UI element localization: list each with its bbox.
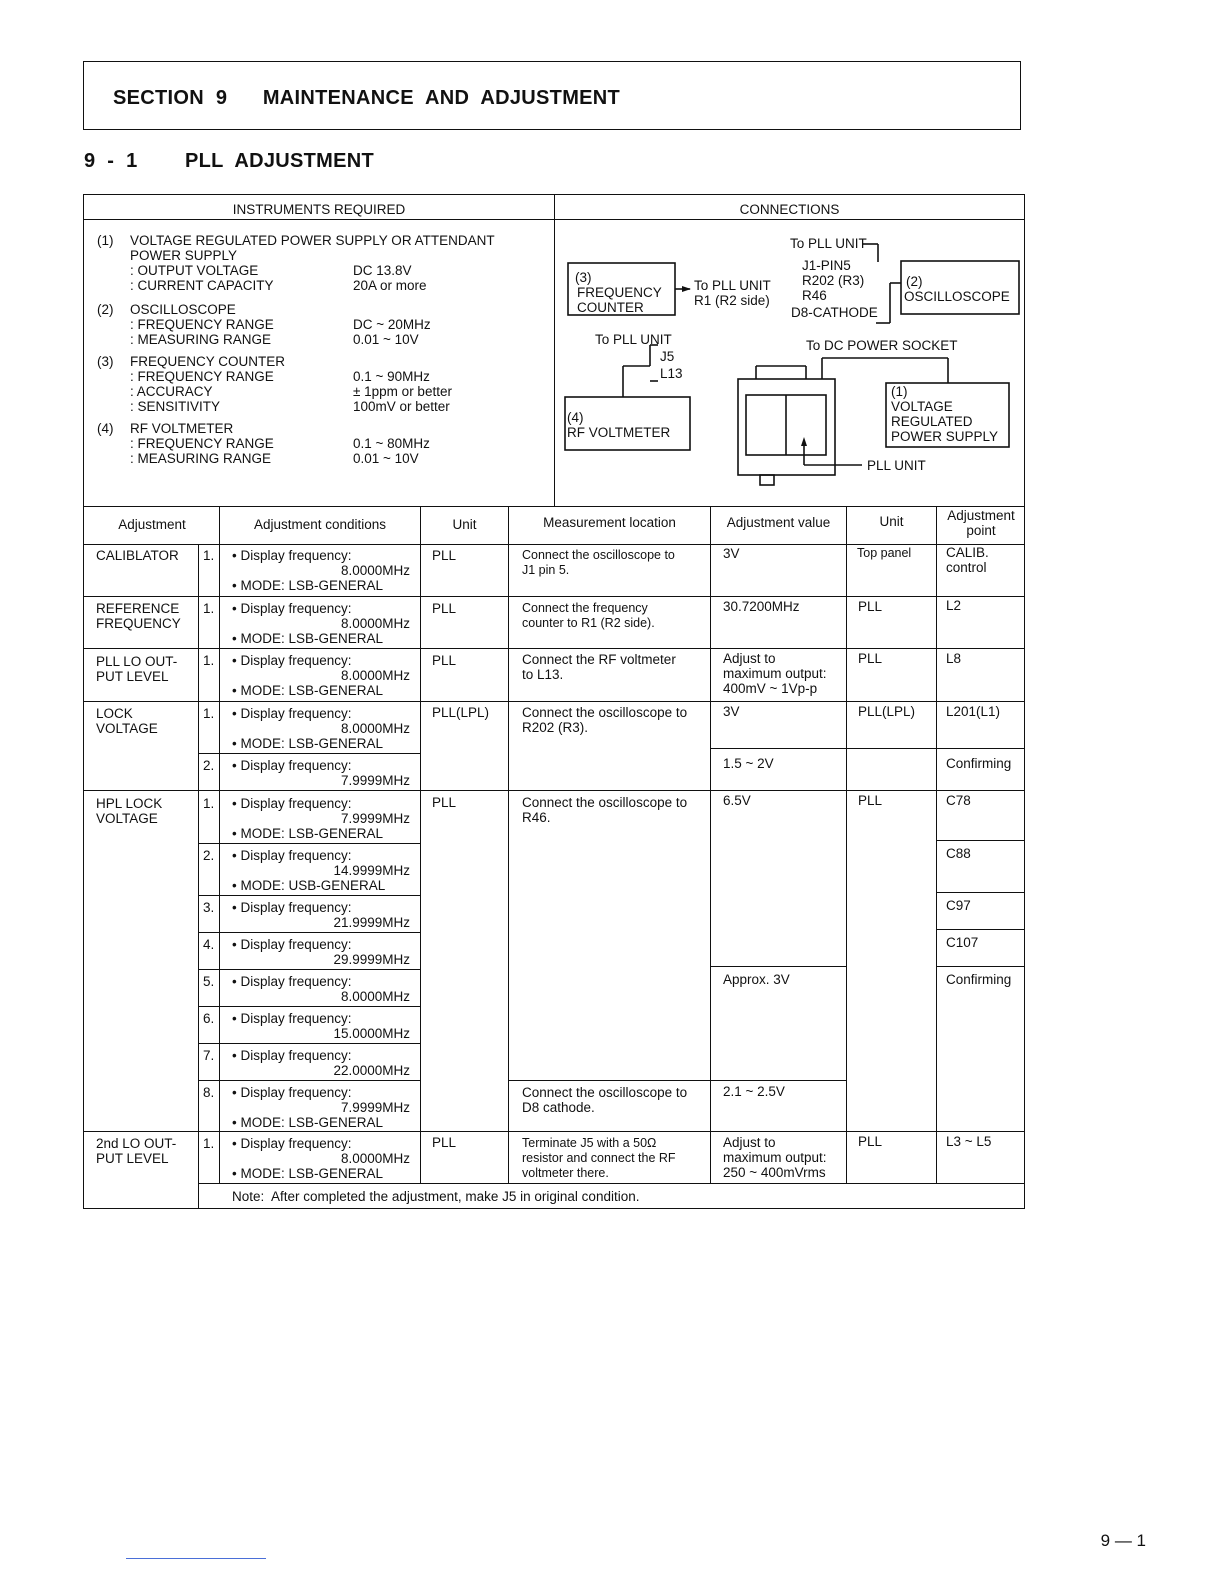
power-supply-label: VOLTAGE [891, 399, 953, 414]
instrument-4-spec-value: 0.1 ~ 80MHz [353, 436, 430, 451]
label-to-pll-unit-mid: To PLL UNIT [694, 278, 771, 293]
mode: • MODE: LSB-GENERAL [232, 683, 384, 698]
instrument-3-spec-label: : FREQUENCY RANGE [130, 369, 274, 384]
measurement-location: Connect the oscilloscope to D8 cathode. [522, 1085, 688, 1115]
unit: PLL [432, 795, 457, 810]
instrument-1-name: VOLTAGE REGULATED POWER SUPPLY OR ATTENDANT POWER SUPPLY [130, 233, 495, 263]
adjustment-point: Confirming [946, 972, 1012, 987]
label-r202: R202 (R3) [802, 273, 865, 288]
freq-value: 8.0000MHz [340, 668, 410, 683]
instrument-1-spec-label: : OUTPUT VOLTAGE [130, 263, 259, 278]
freq-label: • Display frequency: [232, 758, 352, 773]
connections-header: CONNECTIONS [739, 202, 840, 217]
oscilloscope-label: OSCILLOSCOPE [904, 289, 1010, 304]
adjustment-point: C88 [946, 846, 971, 861]
unit-2: PLL [858, 599, 883, 614]
adjustment-point: Confirming [946, 756, 1012, 771]
mode: • MODE: LSB-GENERAL [232, 1115, 384, 1130]
frequency-counter-label: (3) [575, 270, 592, 285]
rf-voltmeter-label: RF VOLTMETER [567, 425, 671, 440]
freq-value: 8.0000MHz [340, 989, 410, 1004]
freq-label: • Display frequency: [232, 937, 352, 952]
unit-2: PLL(LPL) [858, 704, 916, 719]
unit: PLL [432, 653, 457, 668]
instrument-2-name: OSCILLOSCOPE [130, 302, 236, 317]
adjustment-point: L2 [946, 598, 962, 613]
instrument-1-spec-value: 20A or more [353, 278, 427, 293]
adjustment-name: 2nd LO OUT- PUT LEVEL [96, 1136, 177, 1166]
label-r46: R46 [802, 288, 827, 303]
header-unit: Unit [452, 517, 477, 532]
freq-value: 22.0000MHz [333, 1063, 410, 1078]
oscilloscope-label: (2) [906, 274, 923, 289]
freq-label: • Display frequency: [232, 706, 352, 721]
mode: • MODE: LSB-GENERAL [232, 736, 384, 751]
step-number: 8. [203, 1085, 215, 1100]
adjustment-name: PLL LO OUT- PUT LEVEL [96, 654, 178, 684]
instrument-4-spec-label: : MEASURING RANGE [130, 451, 272, 466]
label-j5: J5 [660, 349, 675, 364]
freq-value: 8.0000MHz [340, 721, 410, 736]
power-supply-label: (1) [891, 384, 908, 399]
freq-value: 29.9999MHz [333, 952, 410, 967]
freq-value: 8.0000MHz [340, 563, 410, 578]
instrument-3-name: FREQUENCY COUNTER [130, 354, 286, 369]
instrument-1-spec-value: DC 13.8V [353, 263, 412, 278]
header-adjustment: Adjustment [118, 517, 186, 532]
instrument-3-spec-value: 100mV or better [353, 399, 450, 414]
frequency-counter-label: FREQUENCY [577, 285, 662, 300]
header-conditions: Adjustment conditions [253, 517, 387, 532]
mode: • MODE: LSB-GENERAL [232, 826, 384, 841]
rf-voltmeter-box [565, 397, 690, 450]
power-supply-label: REGULATED [891, 414, 973, 429]
label-to-pll-unit-top: To PLL UNIT [790, 236, 867, 251]
adjustment-value: 30.7200MHz [723, 599, 800, 614]
adjustment-name: HPL LOCK VOLTAGE [96, 796, 163, 826]
unit: PLL [432, 601, 457, 616]
freq-label: • Display frequency: [232, 974, 352, 989]
freq-label: • Display frequency: [232, 601, 352, 616]
freq-value: 7.9999MHz [340, 1100, 410, 1115]
adjustment-point: CALIB. control [946, 545, 989, 575]
subsection-title: 9 - 1 PLL ADJUSTMENT [84, 150, 375, 172]
adjustment-value: 3V [723, 546, 740, 561]
instrument-2-spec-value: DC ~ 20MHz [353, 317, 431, 332]
unit: PLL [432, 1135, 457, 1150]
mode: • MODE: LSB-GENERAL [232, 631, 384, 646]
freq-value: 21.9999MHz [333, 915, 410, 930]
adjustment-value: 1.5 ~ 2V [723, 756, 774, 771]
instrument-2-spec-label: : FREQUENCY RANGE [130, 317, 274, 332]
freq-value: 8.0000MHz [340, 616, 410, 631]
instrument-3-spec-label: : SENSITIVITY [130, 399, 221, 414]
frequency-counter-label: COUNTER [577, 300, 644, 315]
freq-value: 15.0000MHz [333, 1026, 410, 1041]
step-number: 1. [203, 706, 215, 721]
freq-value: 8.0000MHz [340, 1151, 410, 1166]
mode: • MODE: USB-GENERAL [232, 878, 386, 893]
step-number: 1. [203, 1136, 215, 1151]
freq-label: • Display frequency: [232, 1085, 352, 1100]
freq-value: 7.9999MHz [340, 811, 410, 826]
step-number: 5. [203, 974, 215, 989]
freq-value: 7.9999MHz [340, 773, 410, 788]
instrument-4-number: (4) [97, 421, 114, 436]
adjustment-value: 2.1 ~ 2.5V [723, 1084, 785, 1099]
unit: PLL(LPL) [432, 705, 490, 720]
table-note: Note: After completed the adjustment, make J5 in original condition. [232, 1189, 640, 1204]
unit-2: PLL [858, 793, 883, 808]
rf-voltmeter-label: (4) [567, 410, 584, 425]
step-number: 3. [203, 900, 215, 915]
header-measurement-location: Measurement location [543, 515, 676, 530]
footer-link-line [126, 1558, 266, 1559]
unit: PLL [432, 548, 457, 563]
step-number: 2. [203, 758, 215, 773]
pll-unit-label: PLL UNIT [867, 458, 926, 473]
label-to-pll-unit-left: To PLL UNIT [595, 332, 672, 347]
adjustment-value: 6.5V [723, 793, 751, 808]
adjustment-point: C97 [946, 898, 971, 913]
instrument-2-spec-label: : MEASURING RANGE [130, 332, 272, 347]
label-j1-pin5: J1-PIN5 [802, 258, 851, 273]
instrument-2-spec-value: 0.01 ~ 10V [353, 332, 419, 347]
step-number: 1. [203, 653, 215, 668]
step-number: 1. [203, 548, 215, 563]
adjustment-point: L8 [946, 651, 962, 666]
step-number: 2. [203, 848, 215, 863]
step-number: 1. [203, 796, 215, 811]
step-number: 4. [203, 937, 215, 952]
mode: • MODE: LSB-GENERAL [232, 1166, 384, 1181]
instrument-3-spec-value: 0.1 ~ 90MHz [353, 369, 430, 384]
instrument-4-spec-label: : FREQUENCY RANGE [130, 436, 274, 451]
adjustment-point: L201(L1) [946, 704, 1001, 719]
freq-label: • Display frequency: [232, 1048, 352, 1063]
label-to-dc-power-socket: To DC POWER SOCKET [806, 338, 958, 353]
freq-label: • Display frequency: [232, 653, 352, 668]
freq-label: • Display frequency: [232, 796, 352, 811]
instrument-4-name: RF VOLTMETER [130, 421, 234, 436]
label-l13: L13 [660, 366, 683, 381]
adjustment-name: LOCK VOLTAGE [96, 706, 158, 736]
freq-label: • Display frequency: [232, 1136, 352, 1151]
step-number: 6. [203, 1011, 215, 1026]
measurement-location: Connect the oscilloscope to R202 (R3). [522, 705, 688, 735]
label-r1: R1 (R2 side) [694, 293, 770, 308]
header-adjustment-point: Adjustment point [947, 508, 1015, 538]
instrument-3-spec-label: : ACCURACY [130, 384, 213, 399]
measurement-location: Connect the oscilloscope to J1 pin 5. [522, 548, 675, 577]
step-number: 7. [203, 1048, 215, 1063]
instrument-1-spec-label: : CURRENT CAPACITY [130, 278, 274, 293]
adjustment-name: CALIBLATOR [96, 548, 179, 563]
instrument-3-number: (3) [97, 354, 114, 369]
unit-2: Top panel [857, 546, 912, 560]
label-d8-cathode: D8-CATHODE [791, 305, 878, 320]
measurement-location: Connect the oscilloscope to R46. [522, 795, 688, 825]
adjustment-value: 3V [723, 704, 740, 719]
instrument-4-spec-value: 0.01 ~ 10V [353, 451, 419, 466]
adjustment-point: C107 [946, 935, 979, 950]
page-number: 9 — 1 [1100, 1531, 1146, 1550]
adjustment-point: L3 ~ L5 [946, 1134, 992, 1149]
freq-label: • Display frequency: [232, 548, 352, 563]
adjustment-name: REFERENCE FREQUENCY [96, 601, 181, 631]
adjustment-value: Approx. 3V [723, 972, 790, 987]
freq-label: • Display frequency: [232, 1011, 352, 1026]
unit-2: PLL [858, 651, 883, 666]
instrument-1-number: (1) [97, 233, 114, 248]
freq-value: 14.9999MHz [333, 863, 410, 878]
unit-2: PLL [858, 1134, 883, 1149]
freq-label: • Display frequency: [232, 900, 352, 915]
adjustment-value: Adjust to maximum output: 400mV ~ 1Vp-p [723, 651, 827, 696]
adjustment-value: Adjust to maximum output: 250 ~ 400mVrms [723, 1135, 827, 1180]
header-adjustment-value: Adjustment value [726, 515, 831, 530]
header-unit-2: Unit [879, 514, 904, 529]
power-supply-label: POWER SUPPLY [891, 429, 999, 444]
instrument-2-number: (2) [97, 302, 114, 317]
measurement-location: Connect the frequency counter to R1 (R2 side). [522, 601, 655, 630]
mode: • MODE: LSB-GENERAL [232, 578, 384, 593]
adjustment-point: C78 [946, 793, 971, 808]
instruments-header: INSTRUMENTS REQUIRED [232, 202, 406, 217]
step-number: 1. [203, 601, 215, 616]
section-title: SECTION 9 MAINTENANCE AND ADJUSTMENT [113, 87, 621, 109]
measurement-location: Terminate J5 with a 50Ω resistor and connect the RF voltmeter there. [522, 1136, 676, 1180]
instrument-3-spec-value: ± 1ppm or better [353, 384, 452, 399]
freq-label: • Display frequency: [232, 848, 352, 863]
measurement-location: Connect the RF voltmeter to L13. [522, 652, 676, 682]
